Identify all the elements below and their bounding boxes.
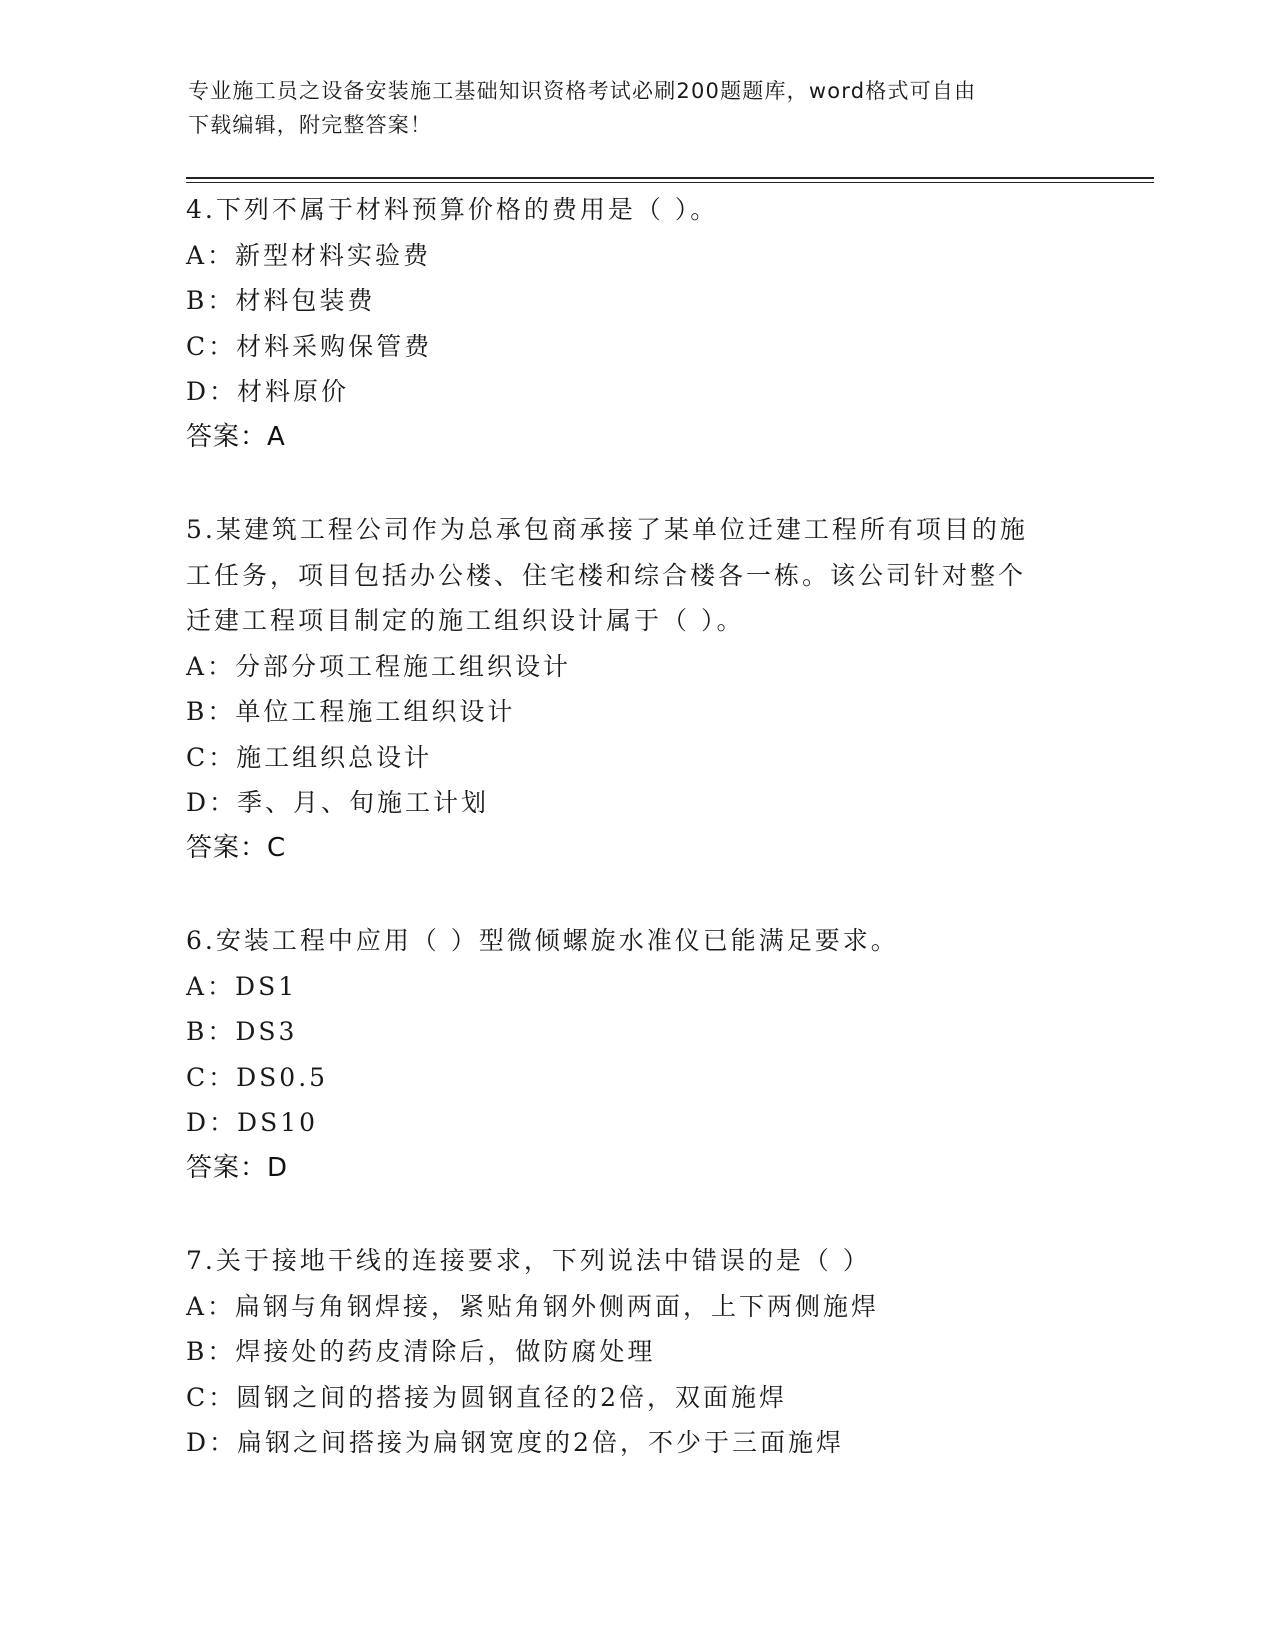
option-a: A：分部分项工程施工组织设计 — [186, 651, 572, 681]
option-d: D：材料原价 — [186, 377, 350, 406]
question-stem: 迁建工程项目制定的施工组织设计属于（ ）。 — [186, 606, 745, 635]
header-divider-thick — [186, 177, 1154, 179]
option-d: D：扁钢之间搭接为扁钢宽度的2倍，不少于三面施焊 — [186, 1428, 844, 1457]
option-c: C：施工组织总设计 — [186, 742, 433, 772]
question-stem: 5.某建筑工程公司作为总承包商承接了某单位迁建工程所有项目的施 — [186, 515, 1028, 544]
option-a: A：DS1 — [186, 971, 298, 1001]
option-c: C：材料采购保管费 — [186, 331, 433, 361]
option-d: D：季、月、旬施工计划 — [186, 788, 490, 817]
question-6 — [186, 918, 1086, 1191]
answer-line: 答案：C — [186, 832, 287, 863]
answer-line: 答案：D — [186, 1152, 289, 1183]
option-a: A：新型材料实验费 — [186, 240, 432, 270]
question-stem: 4.下列不属于材料预算价格的费用是（ ）。 — [186, 195, 719, 224]
question-7 — [186, 1238, 1086, 1466]
header-divider-thin — [186, 182, 1154, 183]
document-header — [188, 74, 1068, 142]
option-b: B：DS3 — [186, 1017, 298, 1046]
option-b: B：单位工程施工组织设计 — [186, 697, 516, 726]
answer-line: 答案：A — [186, 421, 286, 452]
option-d: D：DS10 — [186, 1108, 319, 1137]
question-stem: 7.关于接地干线的连接要求，下列说法中错误的是（ ） — [186, 1246, 871, 1275]
question-5 — [186, 507, 1086, 871]
question-stem: 工任务，项目包括办公楼、住宅楼和综合楼各一栋。该公司针对整个 — [186, 560, 1027, 590]
option-b: B：材料包装费 — [186, 286, 376, 315]
option-a: A：扁钢与角钢焊接，紧贴角钢外侧两面，上下两侧施焊 — [186, 1291, 880, 1321]
question-list — [186, 187, 1086, 1466]
header-line: 下载编辑，附完整答案！ — [188, 113, 433, 137]
option-b: B：焊接处的药皮清除后，做防腐处理 — [186, 1337, 656, 1366]
header-line: 专业施工员之设备安装施工基础知识资格考试必刷200题题库，word格式可自由 — [188, 79, 977, 103]
option-c: C：圆钢之间的搭接为圆钢直径的2倍，双面施焊 — [186, 1382, 788, 1412]
question-4 — [186, 187, 1086, 460]
question-stem: 6.安装工程中应用（ ）型微倾螺旋水准仪已能满足要求。 — [186, 926, 899, 955]
option-c: C：DS0.5 — [186, 1062, 329, 1092]
